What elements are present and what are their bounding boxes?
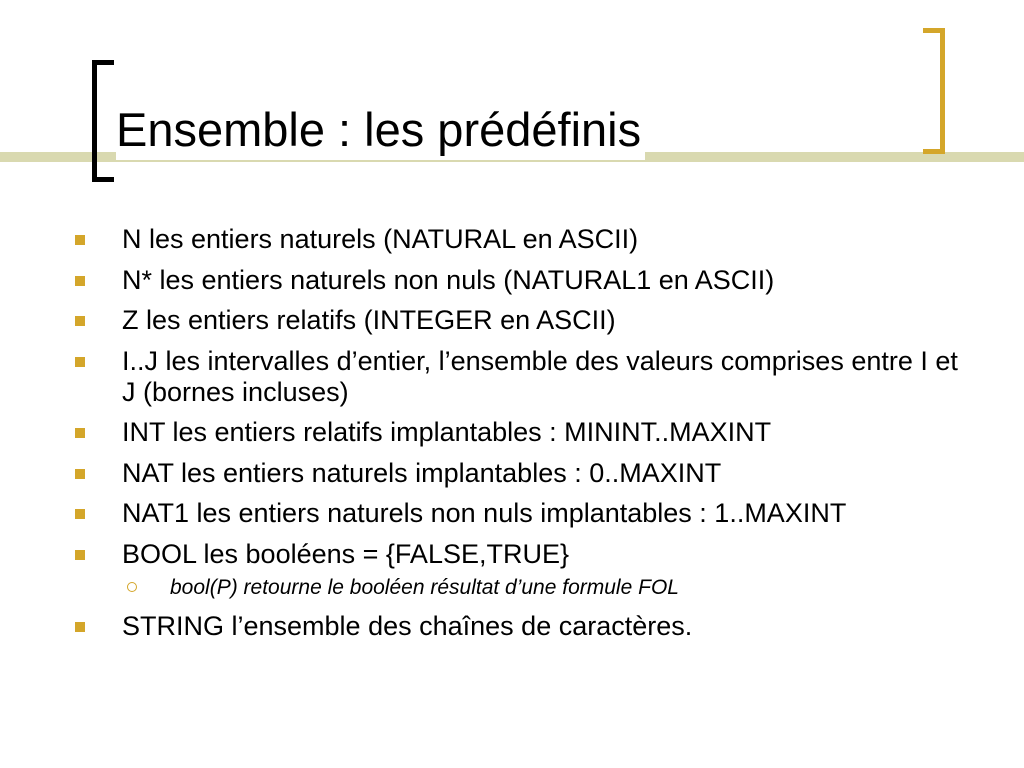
list-item xyxy=(70,417,970,448)
sub-list-item-text: bool(P) retourne le booléen résultat d’une formule FOL xyxy=(170,575,679,599)
list-item-text: INT les entiers relatifs implantables : MININT..MAXINT xyxy=(122,417,772,447)
list-item xyxy=(70,224,970,255)
left-bracket-decoration xyxy=(92,60,114,182)
list-item xyxy=(70,611,970,642)
square-bullet-icon xyxy=(75,276,85,286)
square-bullet-icon xyxy=(75,469,85,479)
circle-bullet-icon xyxy=(127,582,137,592)
list-item-text: I..J les intervalles d’entier, l’ensemble des valeurs comprises entre I et J (bornes incluses) xyxy=(122,345,958,407)
list-item-text: Z les entiers relatifs (INTEGER en ASCII) xyxy=(122,305,616,335)
square-bullet-icon xyxy=(75,428,85,438)
list-item xyxy=(70,305,970,336)
list-item xyxy=(70,458,970,489)
list-item xyxy=(70,265,970,296)
list-item-text: N* les entiers naturels non nuls (NATURAL1 en ASCII) xyxy=(122,264,775,295)
square-bullet-icon xyxy=(75,235,85,245)
list-item xyxy=(70,498,970,529)
square-bullet-icon xyxy=(75,316,85,326)
list-item-text: NAT1 les entiers naturels non nuls implantables : 1..MAXINT xyxy=(122,498,847,528)
right-bracket-decoration xyxy=(923,28,945,154)
bullet-list xyxy=(70,224,970,652)
list-item-text: NAT les entiers naturels implantables : 0..MAXINT xyxy=(122,457,722,488)
square-bullet-icon xyxy=(75,357,85,367)
list-item-text: N les entiers naturels (NATURAL en ASCII) xyxy=(122,224,639,254)
slide-title: Ensemble : les prédéfinis xyxy=(116,100,645,160)
list-item-text: STRING l’ensemble des chaînes de caractères. xyxy=(122,611,693,641)
square-bullet-icon xyxy=(75,622,85,632)
sub-list-item xyxy=(122,574,970,602)
list-item xyxy=(70,346,970,408)
list-item xyxy=(70,539,970,602)
list-item-text: BOOL les booléens = {FALSE,TRUE} xyxy=(122,538,569,569)
sub-list xyxy=(122,574,970,602)
square-bullet-icon xyxy=(75,509,85,519)
square-bullet-icon xyxy=(75,550,85,560)
